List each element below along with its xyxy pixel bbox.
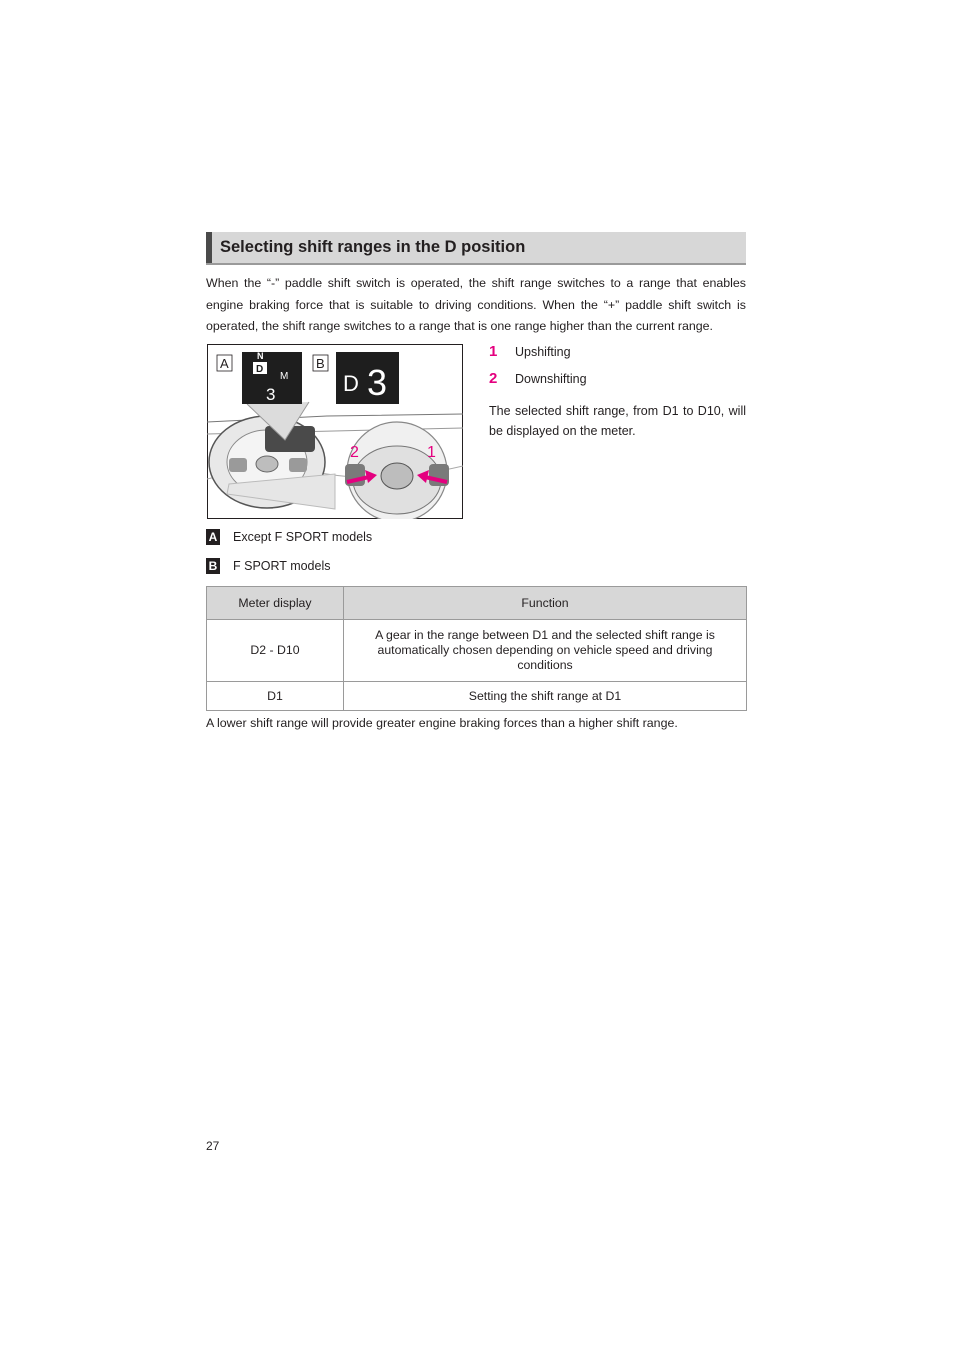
label-a: A: [220, 356, 229, 371]
meter-display-table: [206, 586, 747, 711]
page-number: 27: [206, 1139, 220, 1153]
label-b: B: [316, 356, 325, 371]
item-label: Upshifting: [515, 345, 571, 359]
paddle-right-number: 1: [427, 444, 436, 461]
table-header-row: [207, 587, 747, 620]
table-header-meter-display: Meter display: [207, 587, 344, 620]
meter-description: The selected shift range, from D1 to D10, will be displayed on the meter.: [489, 404, 746, 438]
table-cell: Setting the shift range at D1: [344, 682, 747, 711]
meter-b-d: D: [343, 371, 359, 396]
list-item-upshifting: [489, 343, 571, 360]
footnote: A lower shift range will provide greater engine braking forces than a higher shift range.: [206, 716, 678, 730]
section-header: [206, 232, 746, 265]
intro-paragraph: When the “-” paddle shift switch is operated, the shift range switches to a range that enables engine braking force that is suitable to driving conditions. When the “+” paddle shift switch is operated, the shift range switches to a range that is one range higher than the current range.: [206, 276, 746, 333]
table-row: [207, 682, 747, 711]
section-title: Selecting shift ranges in the D position: [220, 238, 526, 256]
table-cell: A gear in the range between D1 and the selected shift range is automatically chosen depending on vehicle speed and driving conditions: [344, 620, 747, 682]
table-row: [207, 620, 747, 682]
legend-item-b: [206, 558, 331, 574]
paddle-shift-illustration: [207, 344, 463, 519]
legend-badge: B: [206, 558, 220, 574]
table-header-function: Function: [344, 587, 747, 620]
list-item-downshifting: [489, 370, 587, 387]
legend-label: F SPORT models: [233, 559, 331, 573]
table-cell: D1: [207, 682, 344, 711]
legend-item-a: [206, 529, 372, 545]
item-label: Downshifting: [515, 372, 587, 386]
paddle-left-number: 2: [350, 444, 359, 461]
legend-label: Except F SPORT models: [233, 530, 373, 544]
table-cell: D2 - D10: [207, 620, 344, 682]
meter-a-m-letter: M: [280, 371, 289, 382]
item-number: 2: [489, 370, 498, 387]
meter-b-gear: 3: [367, 362, 388, 403]
item-number: 1: [489, 343, 498, 360]
meter-a-n-letter: N: [257, 351, 264, 361]
meter-a-gear: 3: [266, 385, 276, 404]
meter-a-d-letter: D: [256, 364, 264, 375]
legend-badge: A: [206, 529, 220, 545]
section-header-bar: [206, 232, 212, 263]
